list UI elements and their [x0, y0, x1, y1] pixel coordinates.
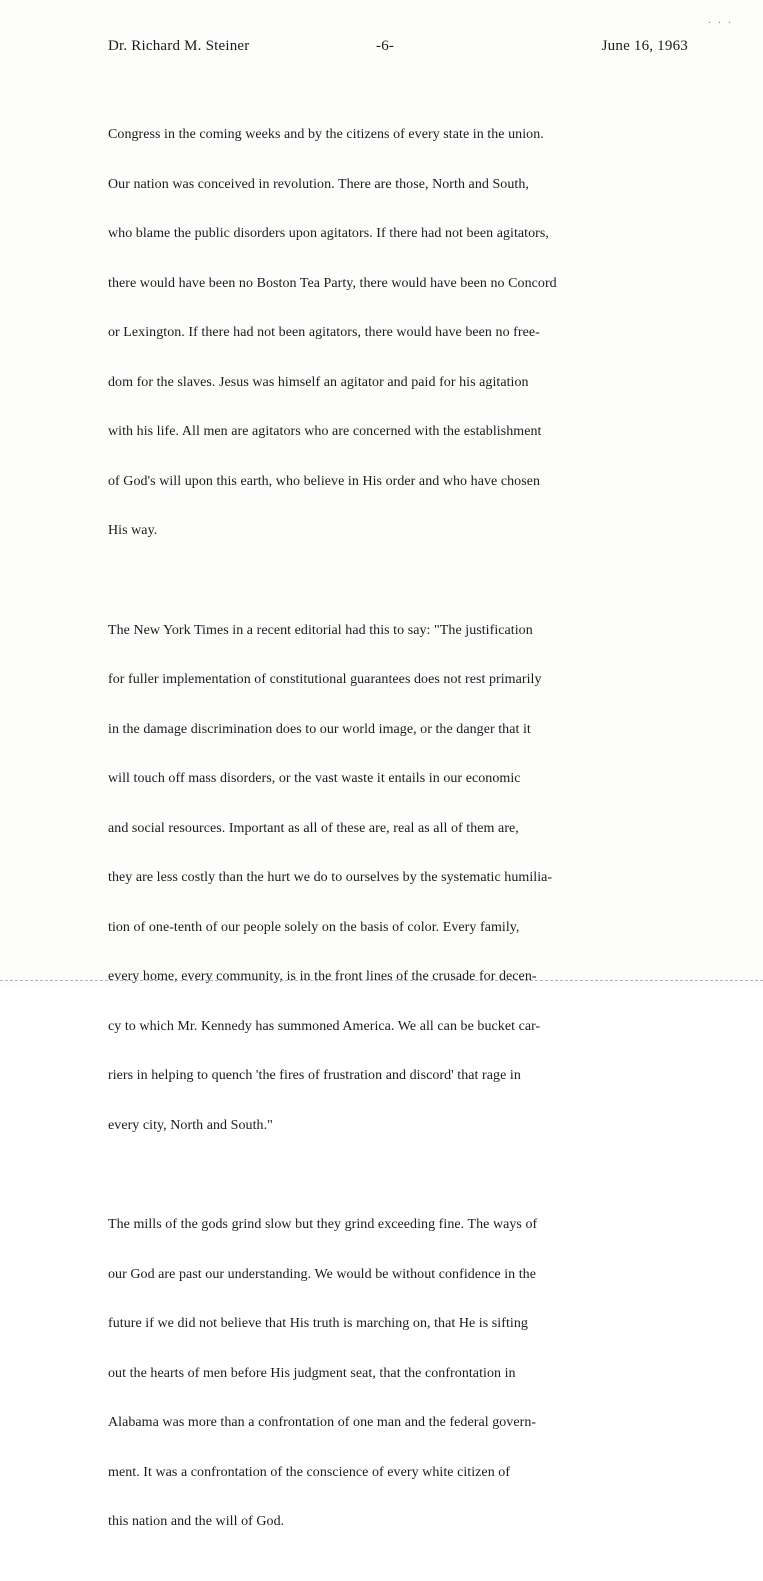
page-number: -6- [376, 38, 395, 54]
text-line: or Lexington. If there had not been agitators, there would have been no free- [108, 325, 540, 340]
text-line: every home, every community, is in the front lines of the crusade for decen- [108, 969, 537, 984]
text-line: every city, North and South." [108, 1117, 273, 1133]
text-line: ment. It was a confrontation of the conscience of every white citizen of [108, 1464, 511, 1480]
header-date: June 16, 1963 [601, 38, 688, 54]
scan-speckle-marks: · · · [708, 18, 733, 29]
text-line: riers in helping to quench 'the fires of frustration and discord' that rage in [108, 1068, 521, 1083]
header-recipient: Dr. Richard M. Steiner [108, 38, 250, 54]
page-header [108, 38, 688, 60]
text-line: The mills of the gods grind slow but they grind exceeding fine. The ways of [108, 1217, 538, 1232]
text-line: will touch off mass disorders, or the vast waste it entails in our economic [108, 771, 521, 786]
paragraph-2 [108, 590, 708, 1168]
text-line: Our nation was conceived in revolution. There are those, North and South, [108, 176, 529, 192]
text-line: The New York Times in a recent editorial had this to say: "The justification [108, 622, 533, 638]
text-line: His way. [108, 523, 158, 538]
text-line: Congress in the coming weeks and by the citizens of every state in the union. [108, 127, 544, 142]
text-line: dom for the slaves. Jesus was himself an agitator and paid for his agitation [108, 374, 529, 390]
text-line: our God are past our understanding. We would be without confidence in the [108, 1266, 536, 1282]
text-line: in the damage discrimination does to our world image, or the danger that it [108, 721, 531, 737]
text-line: Alabama was more than a confrontation of one man and the federal govern- [108, 1415, 537, 1430]
paragraph-3 [108, 1184, 708, 1564]
paragraph-1 [108, 94, 708, 573]
text-line: for fuller implementation of constitutional guarantees does not rest primarily [108, 672, 542, 687]
text-line: future if we did not believe that His truth is marching on, that He is sifting [108, 1316, 528, 1331]
text-line: this nation and the will of God. [108, 1514, 285, 1529]
text-line: cy to which Mr. Kennedy has summoned America. We all can be bucket car- [108, 1018, 541, 1034]
text-line: out the hearts of men before His judgment seat, that the confrontation in [108, 1365, 516, 1381]
text-line: of God's will upon this earth, who believe in His order and who have chosen [108, 473, 541, 489]
letter-body [108, 94, 708, 1581]
text-line: tion of one-tenth of our people solely on the basis of color. Every family, [108, 919, 520, 935]
text-line: and social resources. Important as all of these are, real as all of them are, [108, 820, 519, 836]
text-line: with his life. All men are agitators who are concerned with the establishment [108, 424, 542, 439]
text-line: they are less costly than the hurt we do to ourselves by the systematic humilia- [108, 870, 553, 885]
text-line: who blame the public disorders upon agitators. If there had not been agitators, [108, 226, 549, 241]
bottom-edge-rule [0, 980, 763, 981]
text-line: there would have been no Boston Tea Party, there would have been no Concord [108, 275, 557, 291]
